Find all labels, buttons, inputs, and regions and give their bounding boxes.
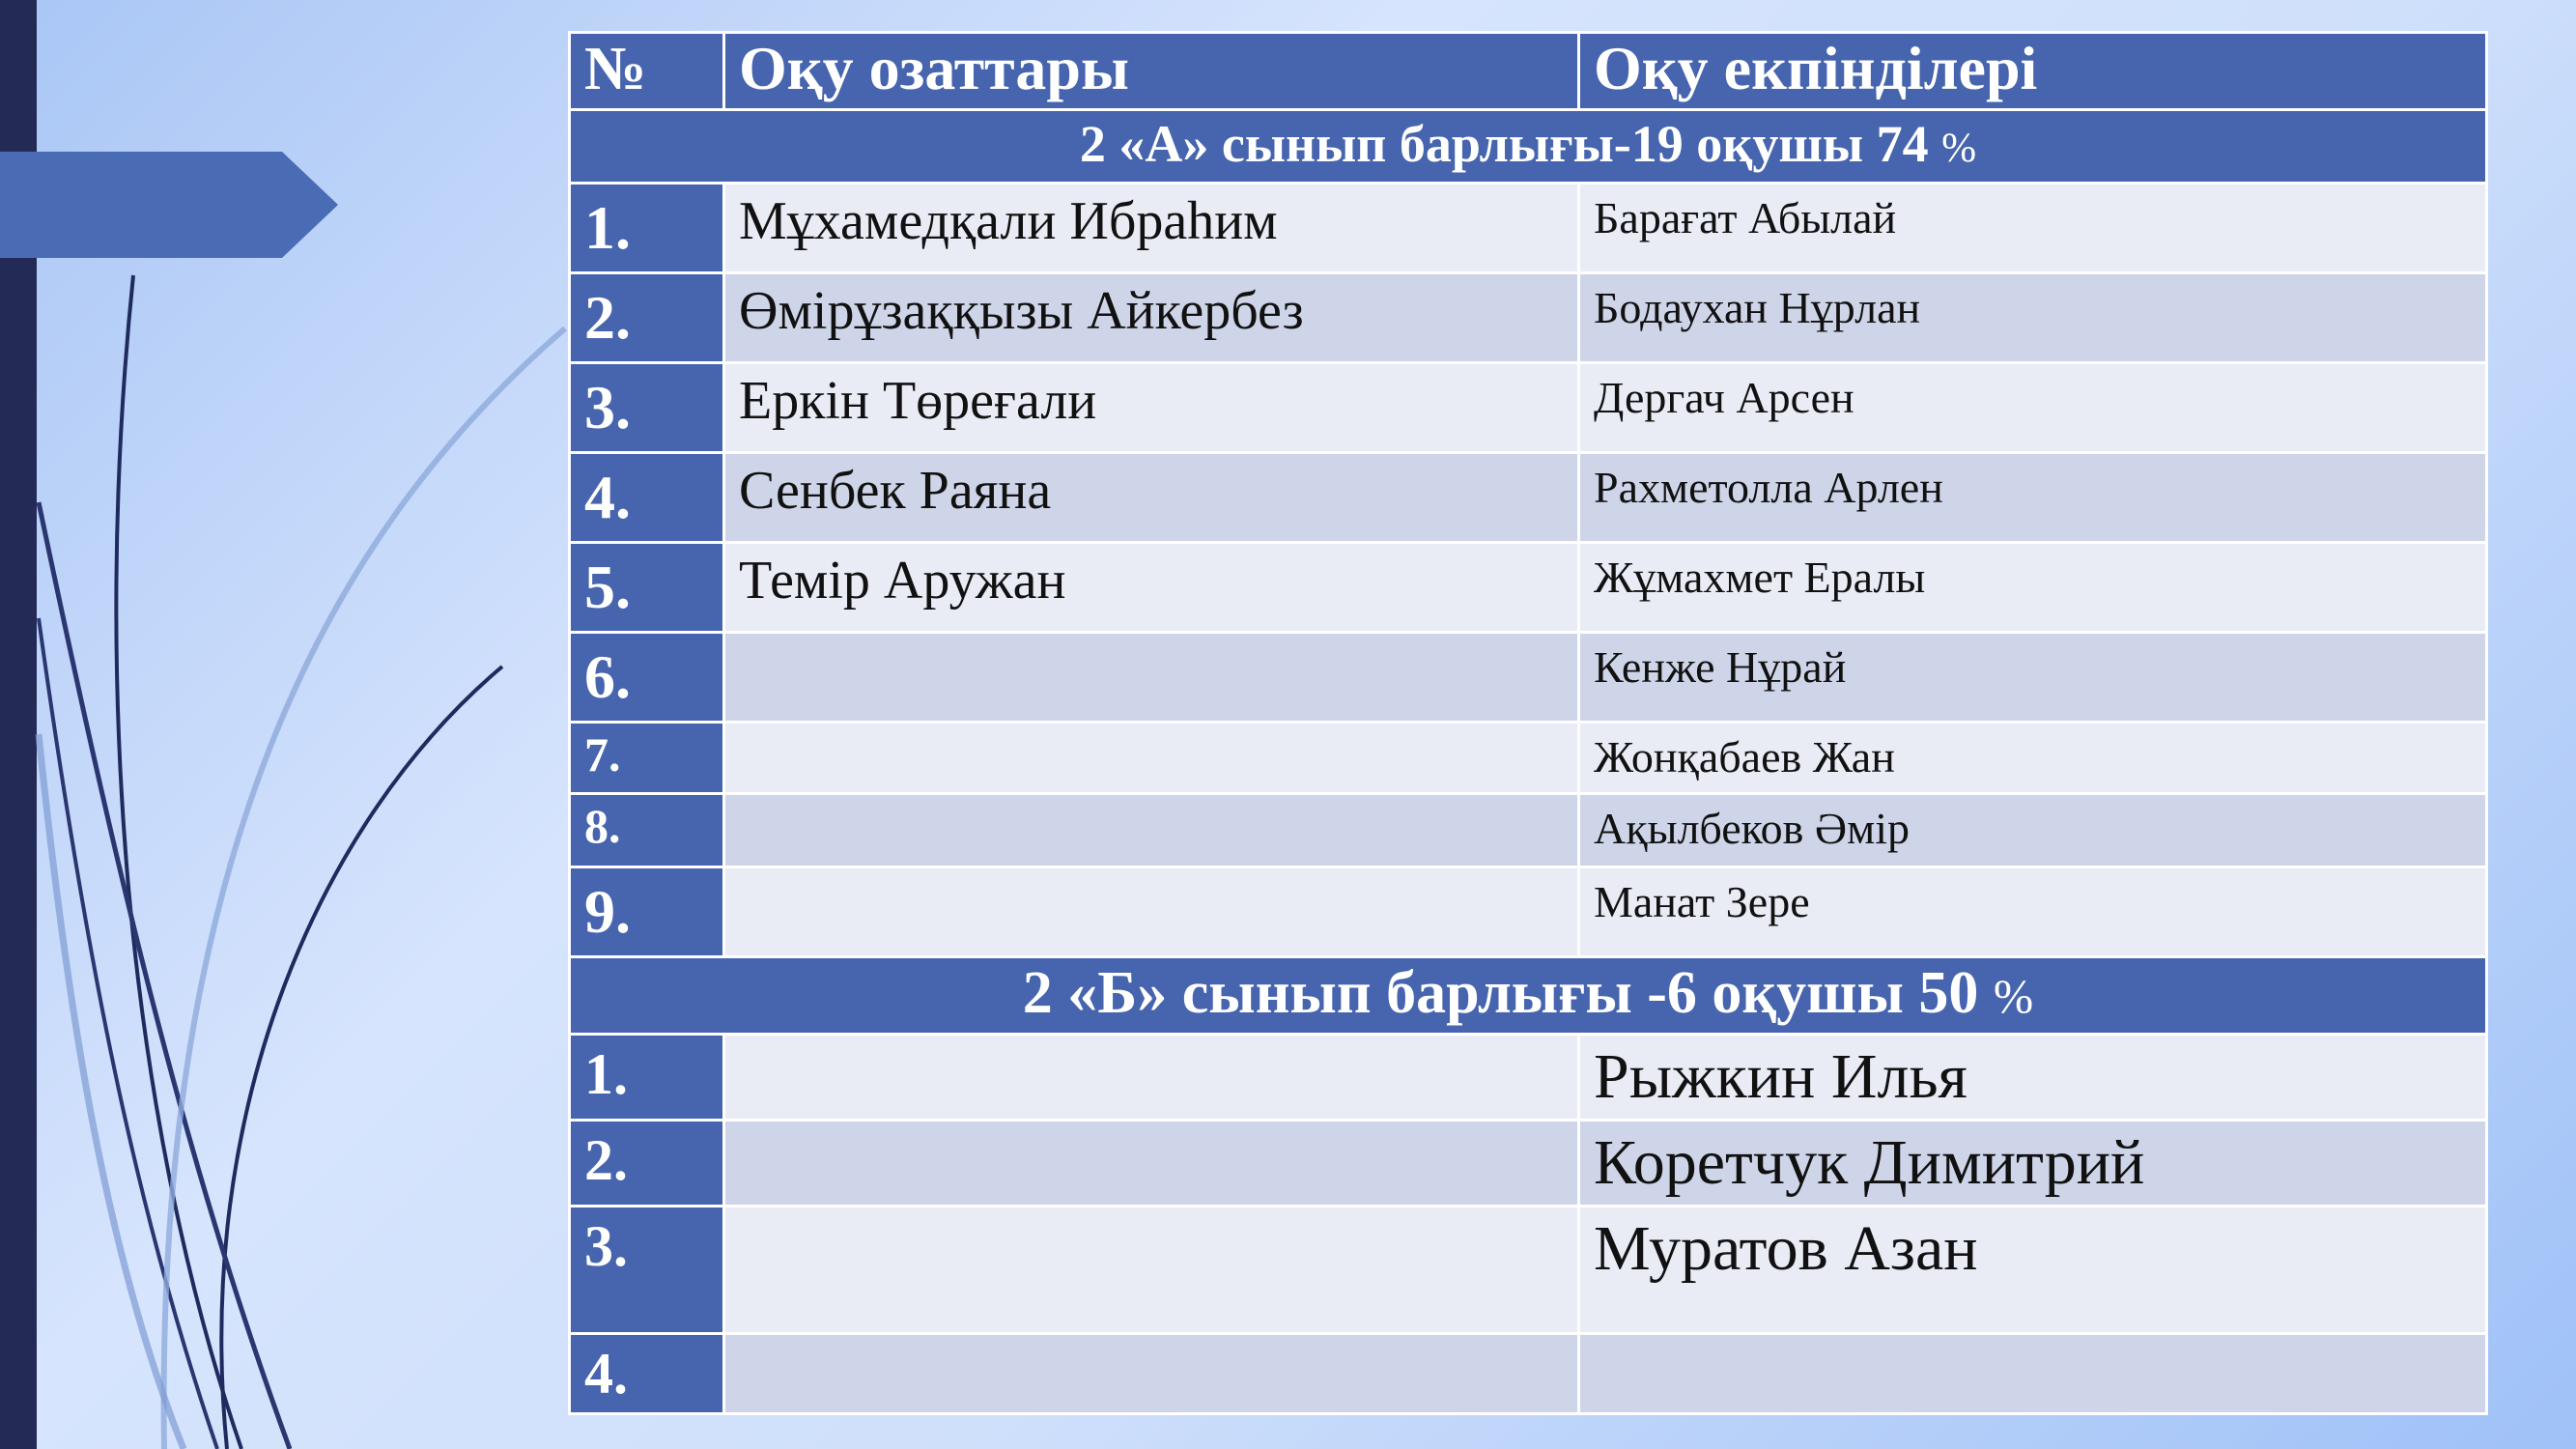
class-b-title-row xyxy=(570,957,2487,1035)
good-student: Дергач Арсен xyxy=(1579,363,2487,453)
good-student: Манат Зере xyxy=(1579,867,2487,957)
row-number: 4. xyxy=(570,1334,724,1414)
excellent-student: Еркін Төреғали xyxy=(724,363,1579,453)
row-number: 8. xyxy=(570,794,724,867)
good-student: Жонқабаев Жан xyxy=(1579,723,2487,794)
excellent-student xyxy=(724,794,1579,867)
excellent-student: Темір Аружан xyxy=(724,543,1579,633)
table-row xyxy=(570,1207,2487,1334)
table-row xyxy=(570,363,2487,453)
row-number: 1. xyxy=(570,184,724,273)
class-b-percent-sign: % xyxy=(1993,970,2034,1023)
table-row xyxy=(570,184,2487,273)
class-b-title-text: 2 «Б» сынып барлығы -6 оқушы 50 xyxy=(1022,960,1979,1026)
row-number: 4. xyxy=(570,453,724,543)
table-row xyxy=(570,1121,2487,1207)
table-row xyxy=(570,453,2487,543)
good-student: Кенже Нұрай xyxy=(1579,633,2487,723)
row-number: 6. xyxy=(570,633,724,723)
row-number: 3. xyxy=(570,1207,724,1334)
good-student: Бодаухан Нұрлан xyxy=(1579,273,2487,363)
excellent-student xyxy=(724,723,1579,794)
table-row xyxy=(570,794,2487,867)
row-number: 2. xyxy=(570,1121,724,1207)
decorative-curves xyxy=(0,0,580,1449)
good-student: Ақылбеков Әмір xyxy=(1579,794,2487,867)
excellent-student xyxy=(724,1035,1579,1121)
row-number: 5. xyxy=(570,543,724,633)
header-good-students: Оқу екпінділері xyxy=(1579,33,2487,110)
good-student: Жұмахмет Ералы xyxy=(1579,543,2487,633)
class-a-title-row xyxy=(570,110,2487,184)
row-number: 2. xyxy=(570,273,724,363)
excellent-student xyxy=(724,1207,1579,1334)
deco-curve-2 xyxy=(221,667,502,1449)
good-student: Рахметолла Арлен xyxy=(1579,453,2487,543)
table-row xyxy=(570,633,2487,723)
row-number: 9. xyxy=(570,867,724,957)
excellent-student xyxy=(724,633,1579,723)
class-a-title xyxy=(570,110,2487,184)
class-b-title xyxy=(570,957,2487,1035)
good-student: Барағат Абылай xyxy=(1579,184,2487,273)
row-number: 3. xyxy=(570,363,724,453)
table-row xyxy=(570,723,2487,794)
excellent-student xyxy=(724,1334,1579,1414)
table-row xyxy=(570,1035,2487,1121)
good-student: Рыжкин Илья xyxy=(1579,1035,2487,1121)
student-roster-table xyxy=(568,31,2488,1415)
excellent-student xyxy=(724,867,1579,957)
excellent-student: Өмірұзаққызы Айкербез xyxy=(724,273,1579,363)
header-excellent-students: Оқу озаттары xyxy=(724,33,1579,110)
row-number: 1. xyxy=(570,1035,724,1121)
table-row xyxy=(570,1334,2487,1414)
table-row xyxy=(570,543,2487,633)
class-a-title-text: 2 «А» сынып барлығы-19 оқушы 74 xyxy=(1079,115,1929,173)
good-student xyxy=(1579,1334,2487,1414)
row-number: 7. xyxy=(570,723,724,794)
good-student: Муратов Азан xyxy=(1579,1207,2487,1334)
table-row xyxy=(570,867,2487,957)
excellent-student: Мұхамедқали Ибраhим xyxy=(724,184,1579,273)
header-number: № xyxy=(570,33,724,110)
table-header-row xyxy=(570,33,2487,110)
table-row xyxy=(570,273,2487,363)
excellent-student: Сенбек Раяна xyxy=(724,453,1579,543)
good-student: Коретчук Димитрий xyxy=(1579,1121,2487,1207)
class-a-percent-sign: % xyxy=(1941,126,1977,171)
excellent-student xyxy=(724,1121,1579,1207)
